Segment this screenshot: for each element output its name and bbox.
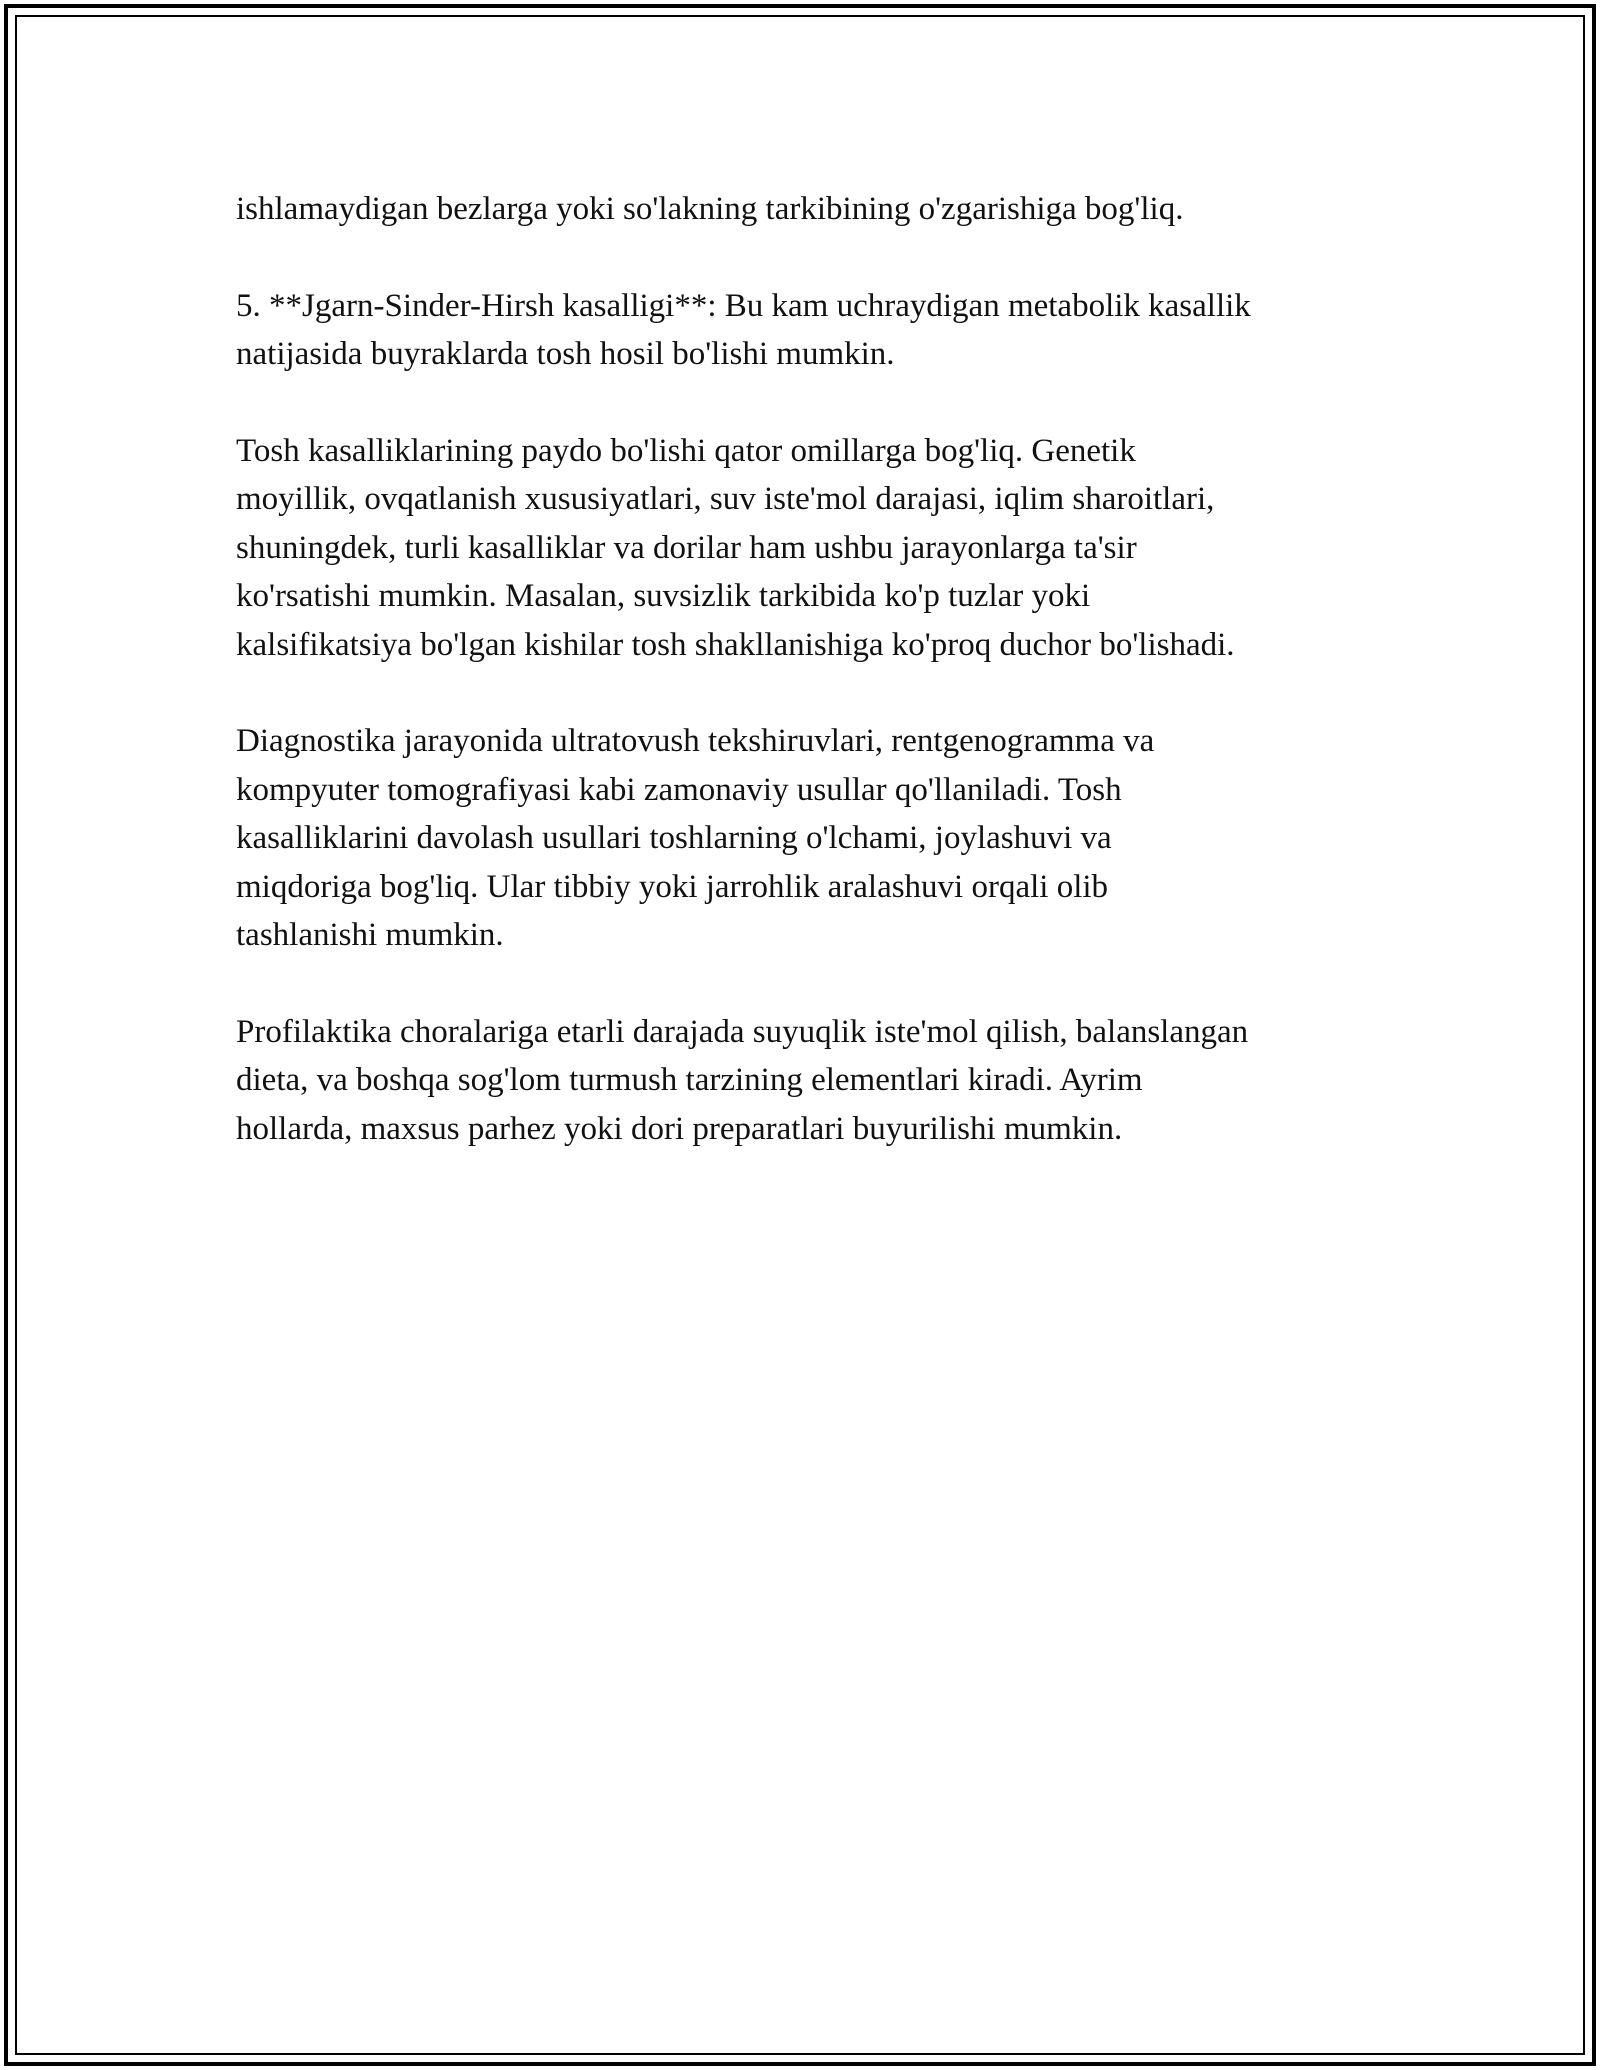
paragraph-list-item-5: 5. **Jgarn-Sinder-Hirsh kasalligi**: Bu kam uchraydigan metabolik kasallik natijasida buyraklarda tosh hosil bo'lishi mumkin.	[236, 287, 1251, 372]
paragraph-causes: Tosh kasalliklarining paydo bo'lishi qator omillarga bog'liq. Genetik moyillik, ovqatlanish xususiyatlari, suv iste'mol darajasi, iqlim sharoitlari, shuningdek, turli kasalliklar va dorilar ham ushbu jarayonlarga ta'sir ko'rsatishi mumkin. Masalan, suvsizlik tarkibida ko'p tuzlar yoki kalsifikatsiya bo'lgan kishilar tosh shakllanishiga ko'proq duchor bo'lishadi.	[236, 432, 1235, 663]
paragraph-continuation: ishlamaydigan bezlarga yoki so'lakning tarkibining o'zgarishiga bog'liq.	[236, 191, 1184, 227]
paragraph-prevention: Profilaktika choralariga etarli darajada suyuqlik iste'mol qilish, balanslangan dieta, va boshqa sog'lom turmush tarzining elementlari kiradi. Ayrim hollarda, maxsus parhez yoki dori preparatlari buyurilishi mumkin.	[236, 1013, 1249, 1147]
paragraph-diagnostics: Diagnostika jarayonida ultratovush tekshiruvlari, rentgenogramma va kompyuter tomografiyasi kabi zamonaviy usullar qo'llaniladi. Tosh kasalliklarini davolash usullari toshlarning o'lchami, joylashuvi va miqdoriga bog'liq. Ular tibbiy yoki jarrohlik aralashuvi orqali olib tashlanishi mumkin.	[236, 723, 1155, 953]
document-body	[236, 185, 1386, 1201]
